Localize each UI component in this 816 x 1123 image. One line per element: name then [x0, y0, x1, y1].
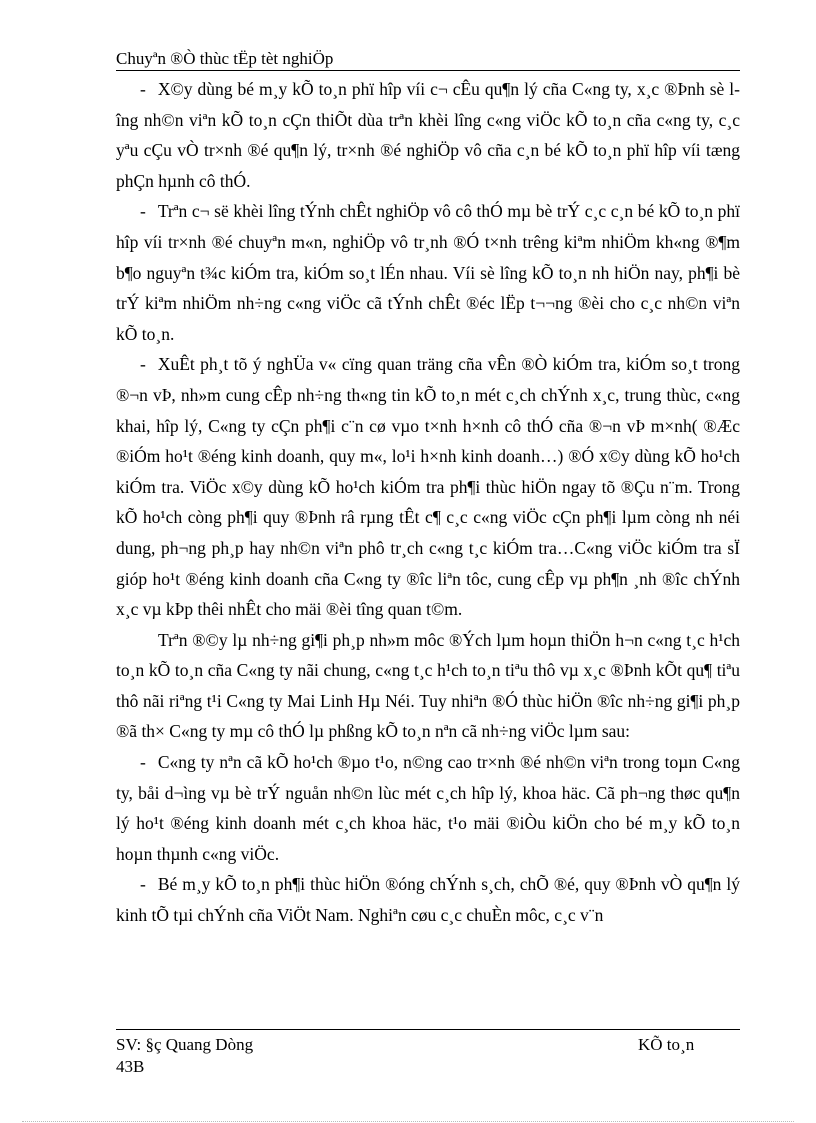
bullet-dash: -	[140, 874, 146, 895]
header-title: Chuyªn ®Ò thùc tËp tèt nghiÖp	[116, 49, 334, 68]
footer-divider	[116, 1029, 740, 1030]
paragraph	[116, 747, 740, 869]
paragraph-text: Trªn c¬ së khèi lîng tÝnh chÊt nghiÖp vô cô thÓ mµ bè trÝ c¸c c¸n bé kÕ to¸n phï hîp víi tr×nh ®é chuyªn m«n, nghiÖp vô tr¸nh ®Ó t×nh trêng kiªm nhiÖm kh«ng ®¶m b¶o nguyªn t¾c kiÓm tra, kiÓm so¸t lÉn nhau. Víi sè lîng kÕ to¸n nh hiÖn nay, ph¶i bè trÝ kiªm nhiÖm nh÷ng c«ng viÖc cã tÝnh chÊt ®éc lËp t¬¬ng ®èi cho c¸c nh©n viªn kÕ to¸n.	[116, 201, 740, 344]
body-text	[116, 74, 740, 931]
page-header	[116, 48, 740, 70]
paragraph	[116, 349, 740, 624]
page-bottom-edge	[22, 1121, 794, 1122]
paragraph-text: XuÊt ph¸t tõ ý nghÜa v« cïng quan träng cña vÊn ®Ò kiÓm tra, kiÓm so¸t trong ®¬n vÞ, nh»m cung cÊp nh÷ng th«ng tin kÕ to¸n mét c¸ch chÝnh x¸c, trung thùc, c«ng khai, hîp lý, C«ng ty cÇn ph¶i c¨n cø vµo t×nh h×nh cô thÓ cña ®¬n vÞ m×nh( ®Æc ®iÓm ho¹t ®éng kinh doanh, quy m«, lo¹i h×nh kinh doanh…) ®Ó x©y dùng kÕ ho¹ch kiÓm tra. ViÖc x©y dùng kÕ ho¹ch kiÓm tra ph¶i thùc hiÖn ngay tõ ®Çu n¨m. Trong kÕ ho¹ch còng ph¶i quy ®Þnh râ rµng tÊt c¶ c¸c c«ng viÖc cÇn ph¶i lµm còng nh néi dung, ph¬ng ph¸p hay nh©n viªn phô tr¸ch c«ng t¸c kiÓm tra…C«ng viÖc kiÓm tra sÏ gióp ho¹t ®éng kinh doanh cña C«ng ty ®îc liªn tôc, cung cÊp vµ ph¶n ¸nh ®îc chÝnh x¸c vµ kÞp thêi nhÊt cho mäi ®èi tîng quan t©m.	[116, 354, 740, 620]
bullet-dash: -	[140, 354, 146, 375]
bullet-dash: -	[140, 201, 146, 222]
paragraph	[116, 869, 740, 930]
paragraph-text: X©y dùng bé m¸y kÕ to¸n phï hîp víi c¬ cÊu qu¶n lý cña C«ng ty, x¸c ®Þnh sè lîng nh©n viªn kÕ to¸n cÇn thiÕt dùa trªn khèi lîng c«ng viÖc kÕ to¸n cña c«ng ty, c¸c yªu cÇu vÒ tr×nh ®é qu¶n lý, tr×nh ®é nghiÖp vô cña c¸n bé kÕ to¸n phï hîp víi tæng phÇn hµnh cô thÓ.	[116, 79, 740, 191]
paragraph-text: Trªn ®©y lµ nh÷ng gi¶i ph¸p nh»m môc ®Ých lµm hoµn thiÖn h¬n c«ng t¸c h¹ch to¸n kÕ to¸n cña C«ng ty nãi chung, c«ng t¸c h¹ch to¸n tiªu thô vµ x¸c ®Þnh kÕt qu¶ tiªu thô nãi riªng t¹i C«ng ty Mai Linh Hµ Néi. Tuy nhiªn ®Ó thùc hiÖn ®îc nh÷ng gi¶i ph¸p ®ã th× C«ng ty mµ cô thÓ lµ phßng kÕ to¸n nªn cã nh÷ng viÖc lµm sau:	[116, 629, 740, 742]
bullet-dash: -	[140, 79, 146, 99]
paragraph	[116, 196, 740, 349]
paragraph	[116, 74, 740, 196]
footer-major: KÕ to¸n	[638, 1035, 695, 1054]
footer-student-info	[116, 1034, 253, 1078]
paragraph-text: C«ng ty nªn cã kÕ ho¹ch ®µo t¹o, n©ng cao tr×nh ®é nh©n viªn trong toµn C«ng ty, båi d¬ìng vµ bè trÝ nguån nh©n lùc mét c¸ch hîp lý, khoa häc. Cã ph¬ng thøc qu¶n lý ho¹t ®éng kinh doanh mét c¸ch khoa häc, t¹o mäi ®iÒu kiÖn cho bé m¸y kÕ to¸n hoµn thµnh c«ng viÖc.	[116, 752, 740, 864]
footer-student-name: SV: §ç Quang Dòng	[116, 1035, 254, 1054]
paragraph-text: Bé m¸y kÕ to¸n ph¶i thùc hiÖn ®óng chÝnh s¸ch, chÕ ®é, quy ®Þnh vÒ qu¶n lý kinh tÕ tµi chÝnh cña ViÖt Nam. Nghiªn cøu c¸c chuÈn môc, c¸c v¨n	[116, 874, 740, 926]
header-divider	[116, 70, 740, 71]
footer-class: 43B	[116, 1057, 145, 1076]
paragraph	[116, 625, 740, 747]
bullet-dash: -	[140, 752, 146, 773]
